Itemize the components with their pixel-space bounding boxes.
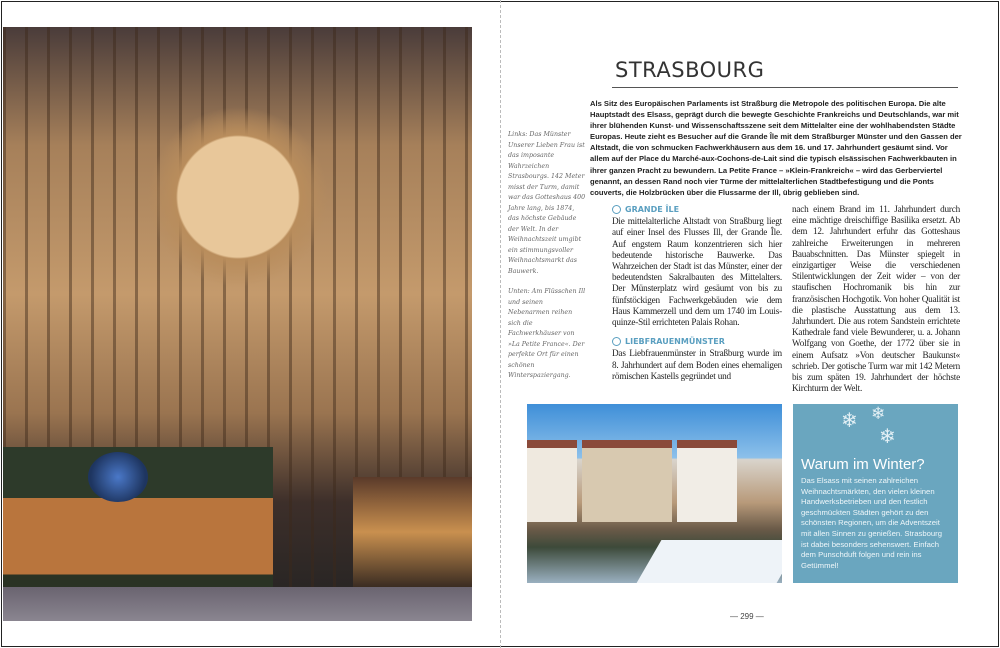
section-text-continued: nach einem Brand im 11. Jahrhundert durch eine mächtige dreischiffige Basilika ersetzt. Ab dem 12. Jahrhundert erfuhr das Gotteshaus zahlreiche Erweiterungen in mehreren Bauabschnitten. Das Münster spiegelt in einzigartiger Weise die verschiedenen Stilentwicklungen der Zeit wider – von der staufischen Hochromanik bis hin zur französischen Hochgotik. Von hoher Qualität ist die plastische Ausstattung aus dem 13. Jahrhundert. Die aus rotem Sandstein errichtete Kathedrale fand viele Bewunderer, u. a. Johann Wolfgang von Goethe, der 1772 über sie in einem Aufsatz »Von deutscher Baukunst« schrieb. Der gotische Turm war mit 142 Metern bis zum späten 19. Jahrhundert der höchste Kirchturm der Welt. (792, 204, 960, 394)
snowflake-icons (801, 404, 950, 450)
text-column-2 (792, 204, 960, 394)
title-rule (612, 87, 958, 88)
snowy-riverbank (633, 540, 782, 583)
christmas-market-stall-right (353, 477, 472, 587)
page-number: — 299 — (730, 612, 764, 621)
half-timbered-house (677, 440, 737, 522)
intro-paragraph: Als Sitz des Europäischen Parlaments ist Straßburg die Metropole des politischen Europa. Die alte Hauptstadt des Elsass, geprägt durch die bewegte Geschichte Frankreichs und Deutschlands, war mit ihrer blühenden Kunst- und Wissenschaftsszene seit dem Mittelalter eine der wohlhabendsten Städte Europas. Heute zieht es Besucher auf die Grande Île mit dem Straßburger Münster und den Gassen der Altstadt, die von schmucken Fachwerkhäusern aus dem 16. und 17. Jahrhundert gesäumt sind. Vor allem auf der Place du Marché-aux-Cochons-de-Lait sind die typisch elsässischen Fachwerkbauten in ihrer ganzen Pracht zu bewundern. La Petite France – »Klein-Frankreich« – wird das Gerberviertel genannt, an dessen Rand noch vier Türme der mittelalterlichen Stadtbefestigung und die Ponts couverts, die Holzbrücken über die Flussarme der Ill, übrig geblieben sind. (590, 99, 962, 197)
half-timbered-house (527, 440, 577, 522)
caption-left: Links: Das Münster Unserer Lieben Frau ist das imposante Wahrzeichen Strasbourgs. 142 Meter misst der Turm, damit war das Gotteshaus 400 Jahre lang, bis 1874, das höchste Gebäude der Welt. In der Weihnachtszeit umgibt ein stimmungsvoller Weihnachtsmarkt das Bauwerk. (508, 131, 586, 275)
winter-info-box (793, 404, 958, 583)
snowflake-icon: ❄ (841, 410, 858, 432)
circle-bullet-icon (612, 337, 621, 346)
cobblestone-square (3, 587, 472, 621)
cathedral-photo (3, 27, 472, 621)
text-column-1 (612, 204, 782, 390)
petite-france-photo (527, 404, 782, 583)
winter-heading: Warum im Winter? (801, 456, 925, 473)
christmas-tree-lights (88, 452, 148, 502)
section-text: Die mittelalterliche Altstadt von Straßburg liegt auf einer Insel des Flusses Ill, der Grande Île. Auf engstem Raum konzentrieren sich hier bedeutende historische Bauwerke. Das Wahrzeichen der Stadt ist das Münster, einer der bedeutendsten Sakralbauten des Mittelalters. Der Münsterplatz wird gesäumt von bis zu fünfstöckigen Fachwerkgebäuden wie dem Haus Kammerzell und dem um 1740 im Louis-quinze-Stil errichteten Palais Rohan. (612, 216, 782, 328)
snowflake-icon: ❄ (871, 404, 886, 423)
caption-bottom: Unten: Am Flüsschen Ill und seinen Nebenarmen reihen sich die Fachwerkhäuser von »La Petite France«. Der perfekte Ort für einen schönen Winterspaziergang. (508, 288, 586, 379)
section-text: Das Liebfrauenmünster in Straßburg wurde im 8. Jahrhundert auf dem Boden eines ehemaligen römischen Kastells gegründet und (612, 348, 782, 381)
section-heading: LIEBFRAUENMÜNSTER (612, 336, 782, 347)
half-timbered-house (582, 440, 672, 522)
photo-captions (508, 130, 586, 382)
snowflake-icon: ❄ (879, 426, 896, 448)
circle-bullet-icon (612, 205, 621, 214)
section-heading: GRANDE ÎLE (612, 204, 782, 215)
winter-text: Das Elsass mit seinen zahlreichen Weihnachtsmärkten, den vielen kleinen Handwerksbetrieben und den festlich geschmückten Städten gehört zu den schönsten Regionen, um die Adventszeit mit allen Sinnen zu genießen. Strasbourg ist dabei besonders sehenswert. Einfach dem Punschduft folgen und rein ins Getümmel! (801, 476, 943, 570)
page-fold (500, 0, 501, 648)
page-title: STRASBOURG (615, 58, 765, 82)
